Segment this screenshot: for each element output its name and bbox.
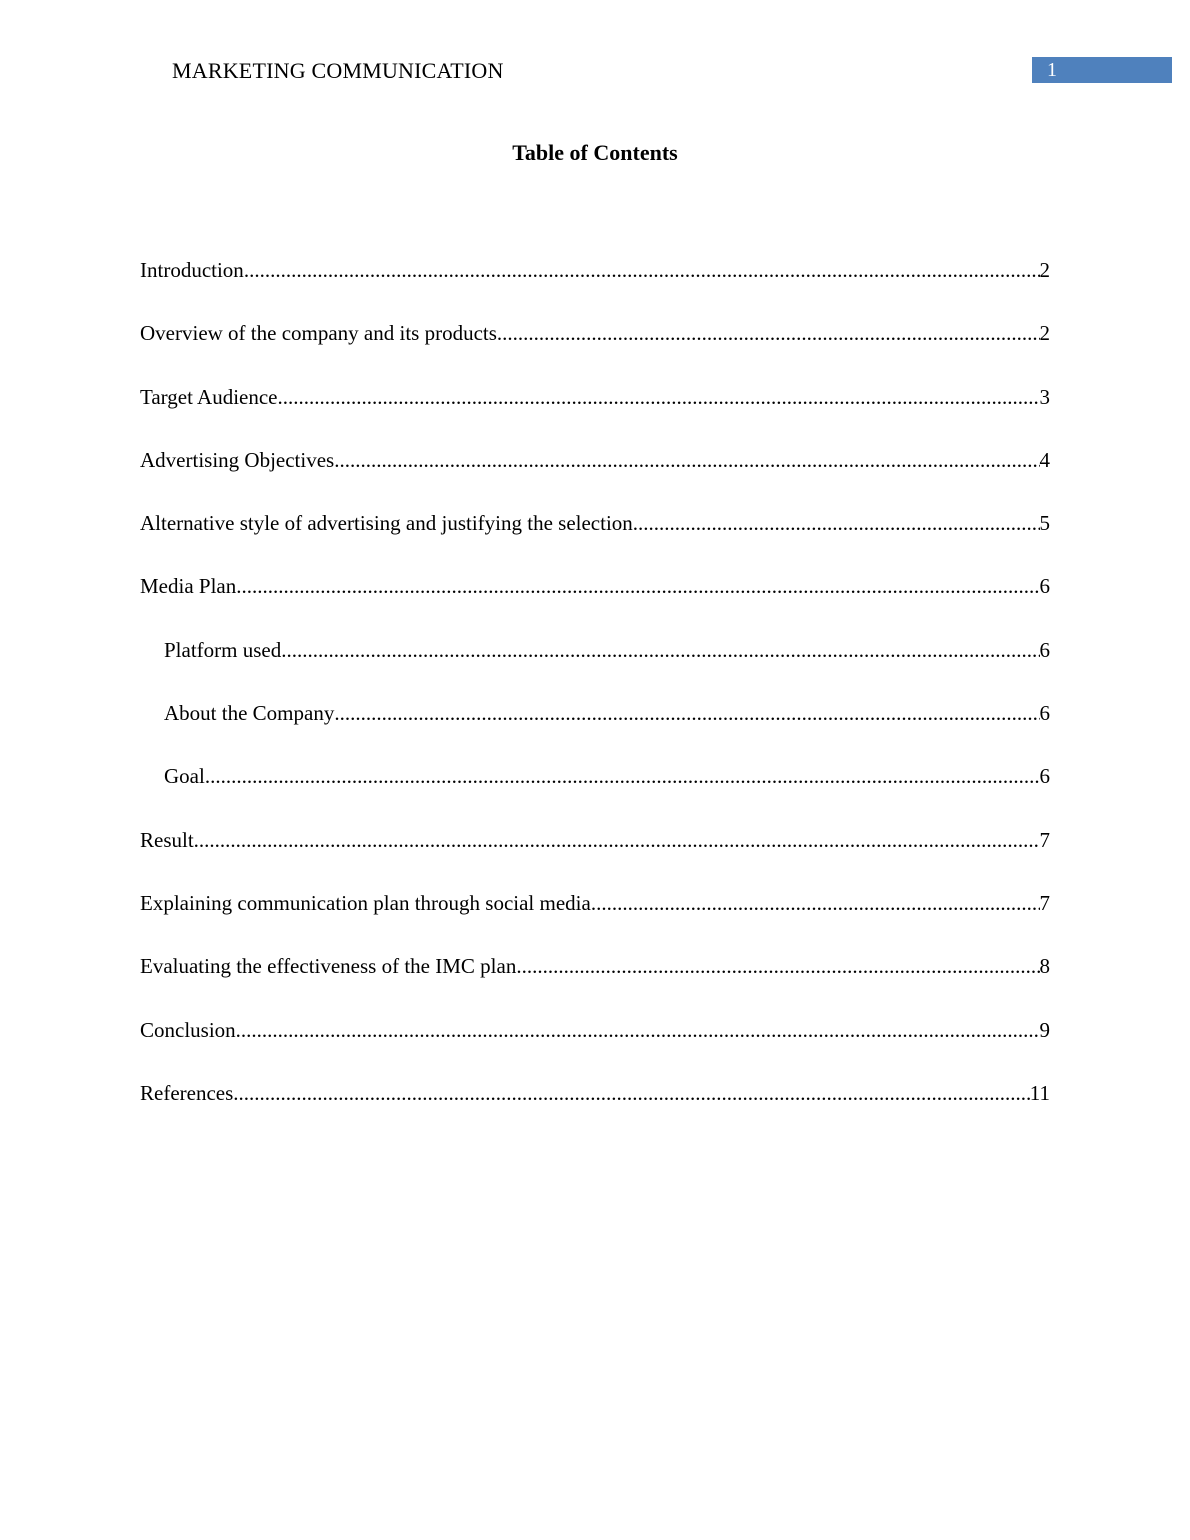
toc-dot-leader [194, 826, 1040, 854]
toc-entry-text: References [140, 1080, 234, 1105]
toc-entry-alternative-style[interactable] [140, 509, 1050, 572]
toc-entry-media-plan[interactable] [140, 572, 1050, 635]
toc-page-number: 6 [1039, 637, 1050, 662]
toc-entry-references[interactable] [140, 1079, 1050, 1142]
toc-entry-text: Media Plan [140, 574, 237, 599]
toc-entry-about-company[interactable] [140, 699, 1050, 762]
toc-dot-leader [633, 509, 1040, 537]
toc-dot-leader [516, 952, 1039, 980]
toc-dot-leader [236, 1016, 1040, 1044]
toc-dot-leader [244, 256, 1040, 284]
toc-dot-leader [591, 889, 1040, 917]
toc-page-number: 6 [1039, 764, 1050, 789]
toc-page-number: 4 [1039, 447, 1050, 472]
toc-page-number: 11 [1029, 1080, 1050, 1105]
toc-dot-leader [334, 699, 1039, 727]
toc-page-number: 6 [1039, 701, 1050, 726]
running-header-title: MARKETING COMMUNICATION [172, 58, 504, 83]
toc-entry-text: About the Company [164, 701, 335, 726]
toc-entry-text: Target Audience [140, 384, 278, 409]
toc-page-number: 7 [1039, 827, 1050, 852]
toc-entry-text: Overview of the company and its products [140, 321, 497, 346]
toc-dot-leader [236, 572, 1039, 600]
toc-entry-imc-effectiveness[interactable] [140, 952, 1050, 1015]
toc-dot-leader [205, 762, 1040, 790]
toc-dot-leader [278, 383, 1040, 411]
toc-page-number: 2 [1039, 258, 1050, 282]
toc-page-number: 7 [1039, 890, 1050, 915]
toc-page-number: 9 [1039, 1017, 1050, 1042]
toc-entry-text: Introduction [140, 258, 244, 282]
toc-entry-advertising-objectives[interactable] [140, 446, 1050, 509]
toc-entry-platform-used[interactable] [140, 636, 1050, 699]
toc-heading: Table of Contents [512, 140, 678, 165]
toc-entry-text: Platform used [164, 637, 282, 662]
toc-entry-text: Result [140, 827, 194, 852]
toc-list [140, 256, 1050, 1142]
toc-entry-goal[interactable] [140, 762, 1050, 825]
toc-dot-leader [334, 446, 1039, 474]
toc-page-number: 8 [1039, 954, 1050, 979]
toc-dot-leader [497, 319, 1040, 347]
toc-page-number: 3 [1039, 384, 1050, 409]
toc-page-number: 6 [1039, 574, 1050, 599]
toc-entry-communication-plan[interactable] [140, 889, 1050, 952]
toc-entry-introduction[interactable] [140, 256, 1050, 319]
toc-entry-text: Advertising Objectives [140, 447, 335, 472]
toc-entry-text: Evaluating the effectiveness of the IMC plan [140, 954, 517, 979]
page-number-badge: 1 [1032, 57, 1172, 83]
toc-entry-text: Alternative style of advertising and justifying the selection [140, 511, 633, 536]
toc-page-number: 2 [1039, 321, 1050, 346]
toc-page-number: 5 [1039, 511, 1050, 536]
toc-entry-text: Explaining communication plan through social media [140, 890, 591, 915]
toc-dot-leader [281, 636, 1039, 664]
toc-entry-target-audience[interactable] [140, 383, 1050, 446]
toc-entry-text: Goal [164, 764, 205, 789]
toc-entry-conclusion[interactable] [140, 1016, 1050, 1079]
toc-entry-overview[interactable] [140, 319, 1050, 382]
toc-entry-result[interactable] [140, 826, 1050, 889]
toc-entry-text: Conclusion [140, 1017, 236, 1042]
toc-dot-leader [233, 1079, 1029, 1107]
